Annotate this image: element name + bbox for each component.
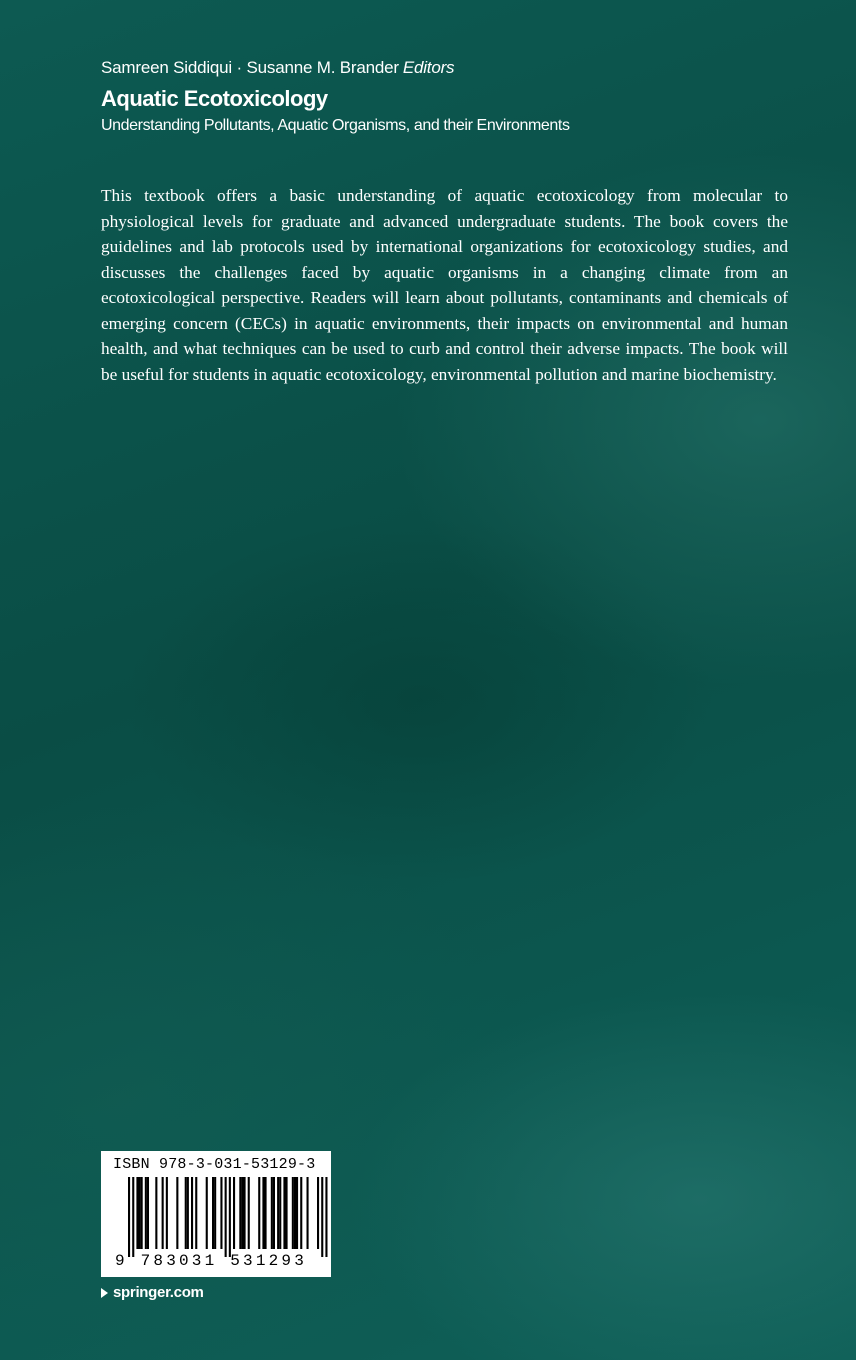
barcode-bar [294, 1177, 296, 1249]
barcode-bar [166, 1177, 168, 1249]
barcode-bar [191, 1177, 193, 1249]
barcode-bar [325, 1177, 327, 1257]
barcode-bar [214, 1177, 216, 1249]
barcode-bar [147, 1177, 149, 1249]
barcode-bar [296, 1177, 298, 1249]
authors-names: Samreen Siddiqui · Susanne M. Brander [101, 58, 399, 77]
barcode-bar [317, 1177, 319, 1249]
barcode-bar [155, 1177, 157, 1249]
barcode-bar [283, 1177, 285, 1249]
barcode-bar [141, 1177, 143, 1249]
cover-header [101, 56, 801, 137]
barcode-bar [132, 1177, 134, 1257]
book-subtitle: Understanding Pollutants, Aquatic Organisms, and their Environments [101, 117, 570, 134]
barcode-bar [212, 1177, 214, 1249]
barcode-bar [233, 1177, 235, 1249]
barcode-bar [185, 1177, 187, 1249]
barcode-bar [271, 1177, 273, 1249]
book-description: This textbook offers a basic understanding of aquatic ecotoxicology from molecular to physiological levels for graduate and advanced undergraduate students. The book covers the guidelines and lab protocols used by international organizations for ecotoxicology studies, and discusses the challenges faced by aquatic organisms in a changing climate from an ecotoxicological perspective. Readers will learn about pollutants, contaminants and chemicals of emerging concern (CECs) in aquatic environments, their impacts on environmental and human health, and what techniques can be used to curb and control their adverse impacts. The book will be useful for students in aquatic ecotoxicology, environmental pollution and marine biochemistry. [101, 186, 788, 384]
barcode-bar [220, 1177, 222, 1249]
barcode-bar [128, 1177, 130, 1257]
isbn-barcode [101, 1151, 331, 1277]
barcode-bar [286, 1177, 288, 1249]
springer-link-text: springer.com [113, 1284, 204, 1301]
editors-line [101, 56, 801, 80]
barcode-bar [248, 1177, 250, 1249]
arrow-right-icon [101, 1288, 108, 1298]
barcode-digits: 9 783031 531293 [115, 1252, 308, 1270]
barcode-bar [187, 1177, 189, 1249]
barcode-bar [136, 1177, 138, 1249]
barcode-bar [258, 1177, 260, 1249]
barcode-bar [225, 1177, 227, 1257]
barcode-bar [206, 1177, 208, 1249]
book-title: Aquatic Ecotoxicology [101, 86, 328, 111]
editors-role: Editors [402, 58, 455, 77]
isbn-label: ISBN 978-3-031-53129-3 [113, 1156, 316, 1173]
barcode-bar [145, 1177, 147, 1249]
barcode-bar [162, 1177, 164, 1249]
barcode-bar [279, 1177, 281, 1249]
barcode-bar [139, 1177, 141, 1249]
barcode-bar [239, 1177, 241, 1249]
barcode-bar [262, 1177, 264, 1249]
barcode-bar [244, 1177, 246, 1249]
barcode-bar [265, 1177, 267, 1249]
barcode-bar [229, 1177, 231, 1257]
barcode-bar [277, 1177, 279, 1249]
barcode-bar [307, 1177, 309, 1249]
barcode-bar [241, 1177, 243, 1249]
barcode-bar [300, 1177, 302, 1249]
barcode-bar [321, 1177, 323, 1257]
barcode-bar [176, 1177, 178, 1249]
springer-link[interactable] [101, 1283, 204, 1303]
barcode-bar [292, 1177, 294, 1249]
barcode-bar [195, 1177, 197, 1249]
barcode-bar [273, 1177, 275, 1249]
